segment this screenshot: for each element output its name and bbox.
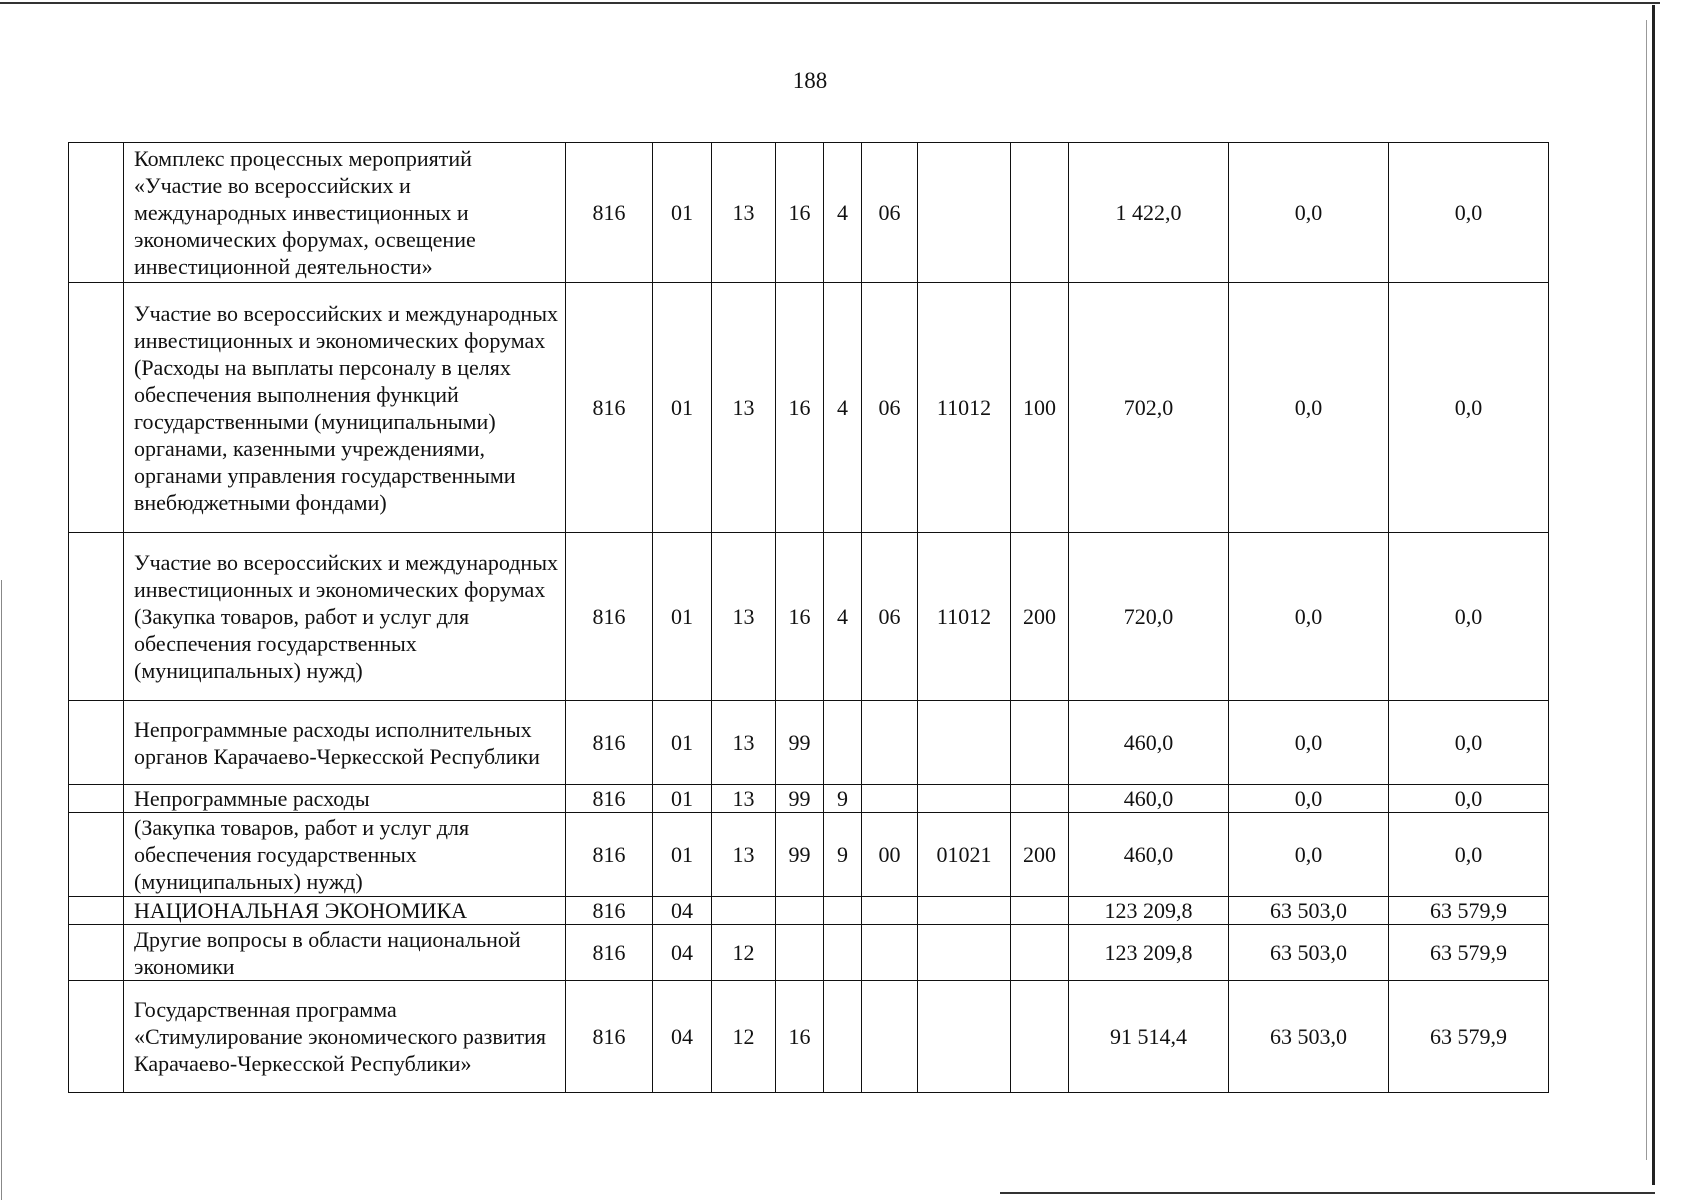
cell-csr-3	[862, 981, 918, 1093]
cell-csr-3	[862, 897, 918, 925]
cell-csr-2	[824, 897, 862, 925]
cell-csr-2	[824, 981, 862, 1093]
cell-rz: 01	[653, 813, 712, 897]
cell-year-2: 0,0	[1229, 143, 1389, 283]
row-name: Другие вопросы в области национальной экономики	[124, 925, 566, 981]
cell-year-3: 63 579,9	[1389, 925, 1549, 981]
cell-year-2: 0,0	[1229, 701, 1389, 785]
table-row	[69, 813, 1549, 897]
cell-csr-2: 4	[824, 143, 862, 283]
cell-csr-3	[862, 701, 918, 785]
cell-rz: 04	[653, 897, 712, 925]
cell-year-3: 63 579,9	[1389, 981, 1549, 1093]
cell-csr-2: 9	[824, 813, 862, 897]
cell-year-1: 1 422,0	[1069, 143, 1229, 283]
scan-border-right	[1652, 5, 1655, 1185]
cell-csr-1: 99	[776, 813, 824, 897]
table-row	[69, 785, 1549, 813]
cell-csr-3: 06	[862, 533, 918, 701]
cell-year-3: 0,0	[1389, 283, 1549, 533]
cell-csr-4	[918, 981, 1011, 1093]
cell-year-2: 0,0	[1229, 813, 1389, 897]
table-row	[69, 143, 1549, 283]
cell-rz: 04	[653, 925, 712, 981]
cell-vr	[1011, 701, 1069, 785]
row-name: Комплекс процессных мероприятий «Участие во всероссийских и международных инвестиционных и экономических форумах, освещение инвестиционной деятельности»	[124, 143, 566, 283]
empty-cell	[69, 701, 124, 785]
empty-cell	[69, 785, 124, 813]
cell-csr-4: 01021	[918, 813, 1011, 897]
table-row	[69, 701, 1549, 785]
cell-pr: 13	[712, 701, 776, 785]
scan-border-bottom	[1000, 1192, 1655, 1194]
cell-pr: 12	[712, 925, 776, 981]
cell-pr: 12	[712, 981, 776, 1093]
empty-cell	[69, 533, 124, 701]
cell-ved: 816	[566, 533, 653, 701]
cell-csr-1: 99	[776, 785, 824, 813]
cell-vr	[1011, 925, 1069, 981]
cell-year-2: 0,0	[1229, 533, 1389, 701]
cell-ved: 816	[566, 897, 653, 925]
cell-year-1: 123 209,8	[1069, 897, 1229, 925]
row-name: Участие во всероссийских и международных инвестиционных и экономических форумах (Расходы на выплаты персоналу в целях обеспечения выполнения функций государственными (муниципальными) органами, казенными учреждениями, органами управления государственными внебюджетными фондами)	[124, 283, 566, 533]
cell-ved: 816	[566, 813, 653, 897]
cell-csr-4: 11012	[918, 533, 1011, 701]
cell-year-3: 0,0	[1389, 533, 1549, 701]
cell-pr: 13	[712, 813, 776, 897]
row-name: НАЦИОНАЛЬНАЯ ЭКОНОМИКА	[124, 897, 566, 925]
cell-vr: 100	[1011, 283, 1069, 533]
cell-ved: 816	[566, 143, 653, 283]
table-row	[69, 283, 1549, 533]
cell-year-1: 123 209,8	[1069, 925, 1229, 981]
cell-csr-2	[824, 925, 862, 981]
cell-csr-4	[918, 701, 1011, 785]
table-row	[69, 897, 1549, 925]
cell-year-1: 720,0	[1069, 533, 1229, 701]
cell-vr: 200	[1011, 533, 1069, 701]
cell-csr-1	[776, 925, 824, 981]
cell-ved: 816	[566, 925, 653, 981]
table-row	[69, 925, 1549, 981]
cell-year-1: 460,0	[1069, 785, 1229, 813]
cell-year-3: 0,0	[1389, 143, 1549, 283]
cell-year-2: 63 503,0	[1229, 981, 1389, 1093]
cell-vr: 200	[1011, 813, 1069, 897]
cell-year-1: 460,0	[1069, 701, 1229, 785]
cell-rz: 01	[653, 701, 712, 785]
cell-csr-4	[918, 925, 1011, 981]
cell-vr	[1011, 897, 1069, 925]
cell-csr-4	[918, 897, 1011, 925]
cell-year-3: 0,0	[1389, 701, 1549, 785]
cell-rz: 01	[653, 143, 712, 283]
cell-csr-2	[824, 701, 862, 785]
empty-cell	[69, 283, 124, 533]
cell-csr-3	[862, 785, 918, 813]
cell-pr: 13	[712, 143, 776, 283]
cell-year-3: 63 579,9	[1389, 897, 1549, 925]
scan-border-left	[1, 580, 2, 1200]
cell-pr	[712, 897, 776, 925]
cell-csr-3	[862, 925, 918, 981]
table-row	[69, 533, 1549, 701]
cell-year-2: 0,0	[1229, 785, 1389, 813]
cell-year-1: 702,0	[1069, 283, 1229, 533]
empty-cell	[69, 143, 124, 283]
cell-rz: 01	[653, 785, 712, 813]
cell-rz: 01	[653, 533, 712, 701]
cell-rz: 04	[653, 981, 712, 1093]
scan-border-right-inner	[1646, 20, 1647, 1160]
cell-csr-1: 16	[776, 533, 824, 701]
cell-ved: 816	[566, 283, 653, 533]
empty-cell	[69, 813, 124, 897]
scan-border-top	[0, 2, 1660, 4]
cell-csr-4	[918, 143, 1011, 283]
row-name: Непрограммные расходы исполнительных органов Карачаево-Черкесской Республики	[124, 701, 566, 785]
row-name: Государственная программа «Стимулирование экономического развития Карачаево-Черкесской Республики»	[124, 981, 566, 1093]
cell-csr-3: 00	[862, 813, 918, 897]
cell-year-1: 91 514,4	[1069, 981, 1229, 1093]
cell-year-3: 0,0	[1389, 813, 1549, 897]
cell-pr: 13	[712, 533, 776, 701]
cell-vr	[1011, 981, 1069, 1093]
cell-csr-4: 11012	[918, 283, 1011, 533]
cell-pr: 13	[712, 785, 776, 813]
cell-year-2: 63 503,0	[1229, 897, 1389, 925]
cell-csr-1: 16	[776, 283, 824, 533]
cell-year-3: 0,0	[1389, 785, 1549, 813]
cell-year-1: 460,0	[1069, 813, 1229, 897]
cell-csr-1	[776, 897, 824, 925]
table-row	[69, 981, 1549, 1093]
cell-csr-1: 16	[776, 981, 824, 1093]
empty-cell	[69, 981, 124, 1093]
cell-year-2: 63 503,0	[1229, 925, 1389, 981]
cell-vr	[1011, 785, 1069, 813]
page-number: 188	[792, 68, 828, 93]
row-name: Непрограммные расходы	[124, 785, 566, 813]
cell-ved: 816	[566, 981, 653, 1093]
budget-table	[68, 142, 1549, 1093]
cell-pr: 13	[712, 283, 776, 533]
row-name: Участие во всероссийских и международных инвестиционных и экономических форумах (Закупка товаров, работ и услуг для обеспечения государственных (муниципальных) нужд)	[124, 533, 566, 701]
cell-csr-1: 99	[776, 701, 824, 785]
cell-rz: 01	[653, 283, 712, 533]
empty-cell	[69, 897, 124, 925]
cell-csr-1: 16	[776, 143, 824, 283]
cell-ved: 816	[566, 701, 653, 785]
cell-csr-3: 06	[862, 283, 918, 533]
cell-csr-3: 06	[862, 143, 918, 283]
cell-year-2: 0,0	[1229, 283, 1389, 533]
row-name: (Закупка товаров, работ и услуг для обеспечения государственных (муниципальных) нужд)	[124, 813, 566, 897]
cell-ved: 816	[566, 785, 653, 813]
empty-cell	[69, 925, 124, 981]
cell-vr	[1011, 143, 1069, 283]
cell-csr-2: 9	[824, 785, 862, 813]
cell-csr-2: 4	[824, 283, 862, 533]
cell-csr-4	[918, 785, 1011, 813]
cell-csr-2: 4	[824, 533, 862, 701]
